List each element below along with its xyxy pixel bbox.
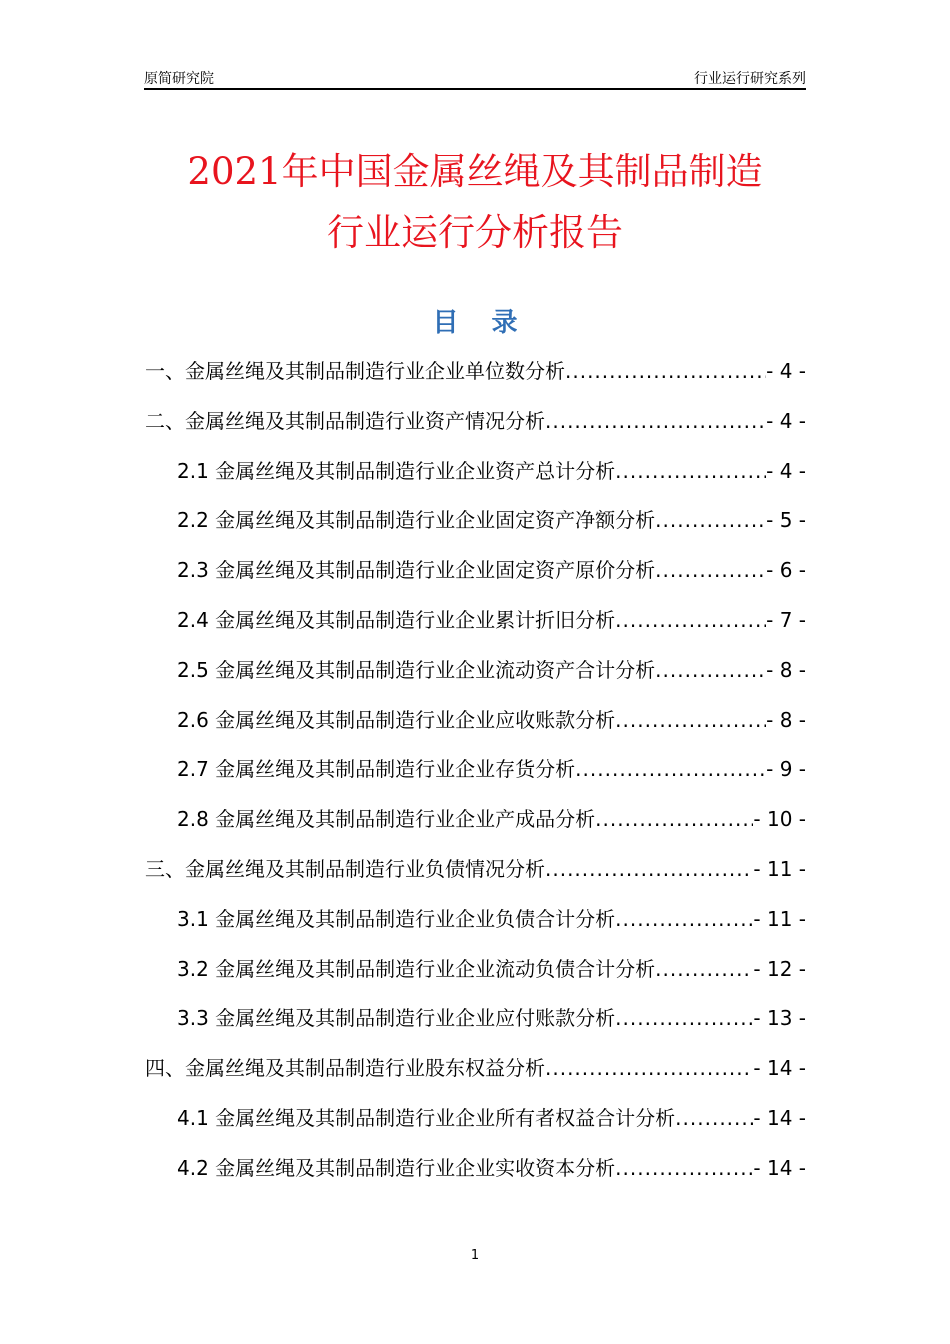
toc-entry[interactable]	[145, 753, 806, 803]
toc-entry-page: - 5 -	[766, 508, 806, 533]
toc-entry-page: - 4 -	[766, 359, 806, 383]
toc-entry-label: 2.6 金属丝绳及其制品制造行业企业应收账款分析	[177, 707, 616, 732]
toc-entry-page: - 7 -	[766, 607, 806, 632]
page-number: 1	[470, 1248, 480, 1263]
toc-entry-page: - 4 -	[766, 408, 806, 433]
toc-entry[interactable]	[145, 604, 806, 654]
toc-entry-label: 三、金属丝绳及其制品制造行业负债情况分析	[145, 856, 545, 881]
toc-entry-page: - 4 -	[766, 458, 806, 483]
toc-entry[interactable]	[145, 1152, 806, 1202]
toc-entry-page: - 8 -	[766, 707, 806, 732]
header-org: 原简研究院	[144, 71, 214, 87]
toc-entry[interactable]	[145, 1002, 806, 1052]
toc-entry-label: 2.5 金属丝绳及其制品制造行业企业流动资产合计分析	[177, 657, 656, 682]
toc-entry[interactable]	[145, 953, 806, 1003]
toc-entry-page: - 10 -	[753, 807, 806, 832]
toc-dot-leader	[545, 1056, 753, 1080]
toc-entry-page: - 12 -	[753, 956, 806, 981]
toc-entry-page: - 14 -	[753, 1155, 806, 1180]
toc-entry-page: - 11 -	[753, 856, 806, 881]
toc-entry[interactable]	[145, 853, 806, 903]
toc-entry[interactable]	[145, 1102, 806, 1152]
toc-entry-label: 3.1 金属丝绳及其制品制造行业企业负债合计分析	[177, 906, 616, 931]
report-title-line1: 2021年中国金属丝绳及其制品制造	[187, 150, 763, 193]
toc-entry-page: - 9 -	[766, 757, 806, 782]
toc-entry-label: 2.4 金属丝绳及其制品制造行业企业累计折旧分析	[177, 607, 616, 632]
toc-entry-label: 4.1 金属丝绳及其制品制造行业企业所有者权益合计分析	[177, 1105, 676, 1130]
toc-entry-label: 2.2 金属丝绳及其制品制造行业企业固定资产净额分析	[177, 508, 656, 533]
toc-entry[interactable]	[145, 1052, 806, 1102]
toc-entry-label: 2.1 金属丝绳及其制品制造行业企业资产总计分析	[177, 458, 616, 483]
toc-entry[interactable]	[145, 504, 806, 554]
toc-dot-leader	[655, 658, 766, 682]
toc-entry[interactable]	[145, 355, 806, 405]
toc-dot-leader	[545, 409, 766, 433]
toc-entry-page: - 14 -	[753, 1105, 806, 1130]
toc-entry-label: 3.2 金属丝绳及其制品制造行业企业流动负债合计分析	[177, 956, 656, 981]
page-header	[144, 68, 806, 90]
toc-entry-label: 2.7 金属丝绳及其制品制造行业企业存货分析	[177, 757, 576, 782]
toc-dot-leader	[655, 508, 766, 532]
toc-dot-leader	[615, 459, 766, 483]
header-series: 行业运行研究系列	[694, 71, 806, 87]
toc-entry[interactable]	[145, 654, 806, 704]
table-of-contents	[145, 355, 806, 1202]
toc-dot-leader	[565, 359, 766, 383]
toc-entry[interactable]	[145, 704, 806, 754]
toc-dot-leader	[545, 857, 753, 881]
toc-entry-page: - 11 -	[753, 906, 806, 931]
toc-entry-page: - 8 -	[766, 657, 806, 682]
toc-dot-leader	[595, 807, 753, 831]
toc-entry-page: - 13 -	[753, 1006, 806, 1031]
toc-heading: 目 录	[432, 308, 530, 338]
toc-entry-page: - 14 -	[753, 1056, 806, 1081]
toc-entry-label: 3.3 金属丝绳及其制品制造行业企业应付账款分析	[177, 1006, 616, 1031]
toc-entry[interactable]	[145, 554, 806, 604]
toc-dot-leader	[615, 1006, 753, 1030]
toc-dot-leader	[675, 1106, 753, 1130]
toc-entry-label: 2.8 金属丝绳及其制品制造行业企业产成品分析	[177, 807, 596, 832]
toc-dot-leader	[615, 708, 766, 732]
toc-dot-leader	[655, 957, 753, 981]
toc-dot-leader	[615, 907, 753, 931]
toc-dot-leader	[615, 608, 766, 632]
toc-entry[interactable]	[145, 903, 806, 953]
toc-entry-page: - 6 -	[766, 558, 806, 583]
toc-entry[interactable]	[145, 455, 806, 505]
toc-entry-label: 2.3 金属丝绳及其制品制造行业企业固定资产原价分析	[177, 558, 656, 583]
toc-entry-label: 4.2 金属丝绳及其制品制造行业企业实收资本分析	[177, 1155, 616, 1180]
toc-entry-label: 二、金属丝绳及其制品制造行业资产情况分析	[145, 408, 545, 433]
toc-dot-leader	[615, 1156, 753, 1180]
toc-entry[interactable]	[145, 405, 806, 455]
toc-dot-leader	[575, 757, 766, 781]
toc-entry-label: 一、金属丝绳及其制品制造行业企业单位数分析	[145, 359, 565, 383]
toc-dot-leader	[655, 558, 766, 582]
toc-entry[interactable]	[145, 803, 806, 853]
report-title-line2: 行业运行分析报告	[327, 211, 623, 254]
toc-entry-label: 四、金属丝绳及其制品制造行业股东权益分析	[145, 1056, 545, 1081]
